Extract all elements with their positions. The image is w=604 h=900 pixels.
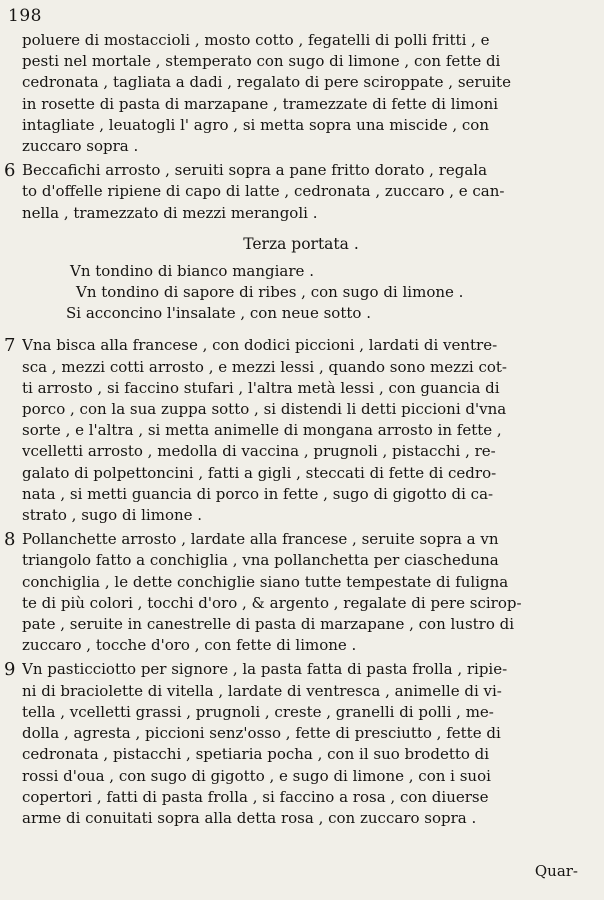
catchword: Quar- (534, 862, 578, 880)
text-line: cedronata , pistacchi , spetiaria pocha , con il suo brodetto di (22, 745, 490, 764)
entry-number: 9 (4, 659, 16, 681)
recipe-entry (4, 529, 580, 656)
text-line: vcelletti arrosto , medolla di vaccina , prugnoli , pistacchi , re- (22, 442, 496, 461)
menu-item: Vn tondino di bianco mangiare . (70, 261, 314, 280)
text-line: intagliate , leuatogli l' agro , si metta sopra una miscide , con (22, 115, 489, 134)
text-line: tella , vcelletti grassi , prugnoli , creste , granelli di polli , me- (22, 702, 494, 721)
text-line: Vna bisca alla francese , con dodici piccioni , lardati di ventre- (22, 336, 498, 355)
text-line: te di più colori , tocchi d'oro , & argento , regalate di pere scirop- (22, 593, 522, 612)
text-line: sorte , e l'altra , si metta animelle di mongana arrosto in fette , (22, 421, 502, 440)
recipe-entry (22, 30, 580, 157)
text-line: pesti nel mortale , stemperato con sugo di limone , con fette di (22, 52, 501, 71)
text-line: Vn pasticciotto per signore , la pasta fatta di pasta frolla , ripie- (22, 660, 508, 679)
text-line: cedronata , tagliata a dadi , regalato di pere sciroppate , seruite (22, 73, 511, 92)
entry-number: 7 (4, 335, 16, 357)
text-line: in rosette di pasta di marzapane , tramezzate di fette di limoni (22, 94, 499, 113)
recipe-entry (4, 335, 580, 526)
text-line: copertori , fatti di pasta frolla , si faccino a rosa , con diuerse (22, 787, 489, 806)
menu-list (22, 261, 580, 325)
entry-number: 8 (4, 529, 16, 551)
text-line: Pollanchette arrosto , lardate alla francese , seruite sopra a vn (22, 530, 499, 549)
recipe-entry (4, 659, 580, 829)
text-line: arme di conuitati sopra alla detta rosa , con zuccaro sopra . (22, 808, 477, 827)
text-line: sca , mezzi cotti arrosto , e mezzi lessi , quando sono mezzi cot- (22, 357, 507, 376)
section-heading: Terza portata . (243, 234, 359, 253)
text-line: rossi d'oua , con sugo di gigotto , e sugo di limone , con i suoi (22, 766, 491, 785)
text-line: dolla , agresta , piccioni senz'osso , fette di presciutto , fette di (22, 724, 501, 743)
text-line: zuccaro , tocche d'oro , con fette di limone . (22, 636, 357, 655)
page-body (4, 30, 580, 829)
text-line: pate , seruite in canestrelle di pasta di marzapane , con lustro di (22, 615, 515, 634)
menu-item: Vn tondino di sapore di ribes , con sugo di limone . (76, 283, 464, 302)
text-line: Beccafichi arrosto , seruiti sopra a pane fritto dorato , regala (22, 161, 488, 180)
text-line: to d'offelle ripiene di capo di latte , cedronata , zuccaro , e can- (22, 182, 505, 201)
entry-number: 6 (4, 160, 16, 182)
text-line: galato di polpettoncini , fatti a gigli , steccati di fette di cedro- (22, 463, 497, 482)
text-line: poluere di mostaccioli , mosto cotto , fegatelli di polli fritti , e (22, 31, 490, 49)
text-line: zuccaro sopra . (22, 137, 139, 156)
text-line: conchiglia , le dette conchiglie siano tutte tempestate di fuligna (22, 572, 509, 591)
text-line: triangolo fatto a conchiglia , vna pollanchetta per ciascheduna (22, 551, 499, 570)
menu-item: Si acconcino l'insalate , con neue sotto . (66, 304, 371, 323)
text-line: nella , tramezzato di mezzi merangoli . (22, 203, 318, 222)
text-line: ni di braciolette di vitella , lardate di ventresca , animelle di vi- (22, 681, 502, 700)
recipe-entry (4, 160, 580, 224)
text-line: ti arrosto , si faccino stufari , l'altra metà lessi , con guancia di (22, 378, 500, 397)
text-line: porco , con la sua zuppa sotto , si distendi li detti piccioni d'vna (22, 400, 507, 419)
page-number: 198 (8, 6, 42, 26)
text-line: strato , sugo di limone . (22, 506, 203, 525)
text-line: nata , si metti guancia di porco in fette , sugo di gigotto di ca- (22, 484, 494, 503)
